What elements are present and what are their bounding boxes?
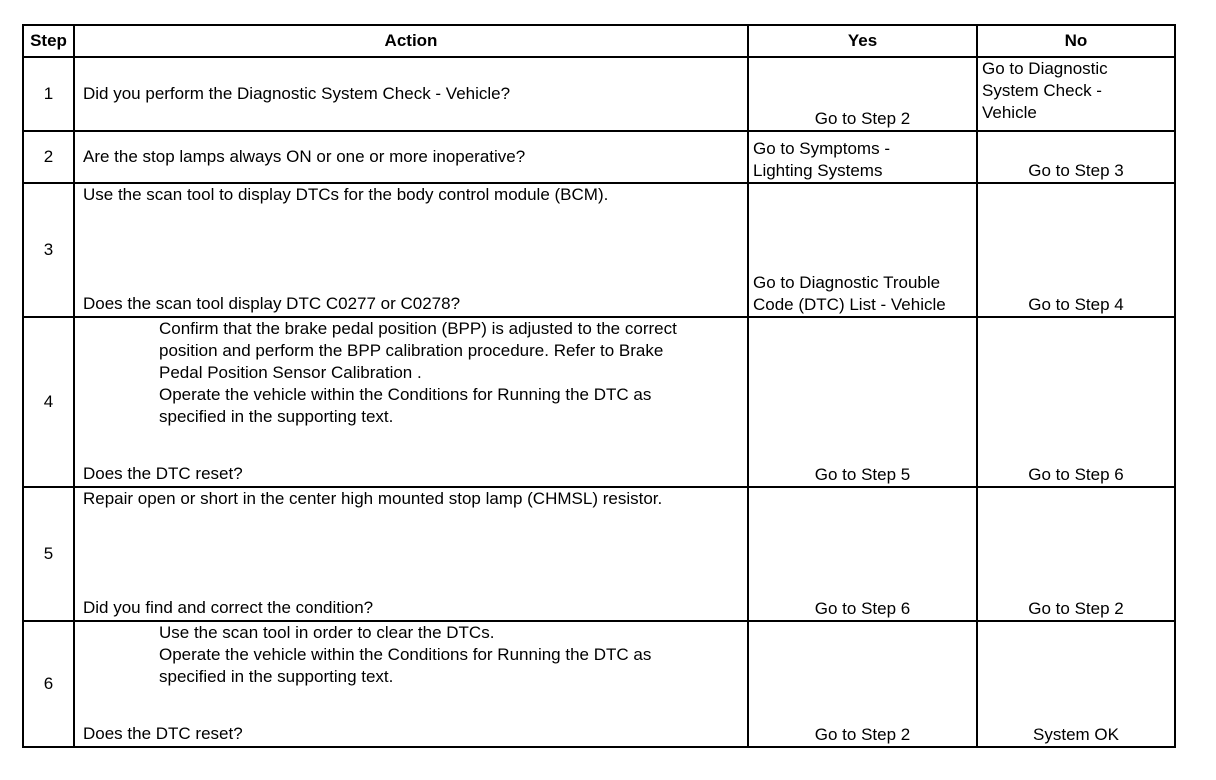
yes-text: Go to Step 5 [814, 465, 911, 484]
no-cell [977, 183, 1175, 317]
question-text: Does the DTC reset? [83, 464, 243, 483]
action-text: position and perform the BPP calibration procedure. Refer to Brake [159, 341, 664, 360]
yes-text: Go to Diagnostic Trouble [753, 273, 941, 292]
yes-text: Code (DTC) List - Vehicle [753, 295, 946, 314]
action-text: specified in the supporting text. [159, 667, 394, 686]
step-number: 6 [23, 621, 74, 747]
question-text: Are the stop lamps always ON or one or more inoperative? [83, 147, 526, 166]
yes-text: Lighting Systems [753, 161, 883, 180]
action-cell [74, 183, 748, 317]
yes-text: Go to Step 2 [814, 725, 911, 744]
no-text: Go to Step 6 [1028, 465, 1124, 484]
step-number: 3 [23, 183, 74, 317]
table-row [23, 487, 1175, 621]
table-row [23, 183, 1175, 317]
yes-text: Go to Step 6 [814, 599, 911, 618]
table-row [23, 131, 1175, 183]
question-text: Does the scan tool display DTC C0277 or C0278? [83, 294, 461, 313]
no-text: System Check - [982, 81, 1102, 100]
action-text: specified in the supporting text. [159, 407, 394, 426]
action-text: Use the scan tool to display DTCs for the body control module (BCM). [83, 185, 609, 204]
action-cell [74, 487, 748, 621]
no-text: Go to Step 4 [1028, 295, 1124, 314]
action-cell [74, 131, 748, 183]
no-text: Go to Step 2 [1028, 599, 1124, 618]
yes-cell [748, 487, 977, 621]
step-number: 1 [23, 57, 74, 131]
header-step: Step [23, 25, 74, 57]
question-text: Did you find and correct the condition? [83, 598, 374, 617]
yes-cell [748, 183, 977, 317]
no-text: Go to Diagnostic [982, 59, 1108, 78]
no-cell [977, 621, 1175, 747]
yes-cell [748, 621, 977, 747]
step-number: 4 [23, 317, 74, 487]
yes-text: Go to Symptoms - [753, 139, 890, 158]
question-text: Does the DTC reset? [83, 724, 243, 743]
header-yes: Yes [748, 25, 977, 57]
no-cell [977, 131, 1175, 183]
no-text: System OK [1033, 725, 1119, 744]
action-text: Pedal Position Sensor Calibration . [159, 363, 422, 382]
table-row [23, 317, 1175, 487]
no-cell [977, 487, 1175, 621]
table-row [23, 621, 1175, 747]
yes-text: Go to Step 2 [814, 109, 911, 128]
step-number: 2 [23, 131, 74, 183]
action-text: Confirm that the brake pedal position (BPP) is adjusted to the correct [159, 319, 677, 338]
yes-cell [748, 131, 977, 183]
diagnostic-table [22, 24, 1176, 748]
yes-cell [748, 57, 977, 131]
table-row [23, 57, 1175, 131]
header-action: Action [74, 25, 748, 57]
action-text: Repair open or short in the center high mounted stop lamp (CHMSL) resistor. [83, 489, 663, 508]
no-cell [977, 57, 1175, 131]
header-row [23, 25, 1175, 57]
step-number: 5 [23, 487, 74, 621]
question-text: Did you perform the Diagnostic System Check - Vehicle? [83, 84, 511, 103]
no-text: Vehicle [982, 103, 1037, 122]
no-text: Go to Step 3 [1028, 161, 1124, 180]
action-cell [74, 621, 748, 747]
no-cell [977, 317, 1175, 487]
action-text: Operate the vehicle within the Conditions for Running the DTC as [159, 385, 652, 404]
action-text: Operate the vehicle within the Conditions for Running the DTC as [159, 645, 652, 664]
header-no: No [977, 25, 1175, 57]
yes-cell [748, 317, 977, 487]
action-text: Use the scan tool in order to clear the DTCs. [159, 623, 495, 642]
action-cell [74, 57, 748, 131]
action-cell [74, 317, 748, 487]
